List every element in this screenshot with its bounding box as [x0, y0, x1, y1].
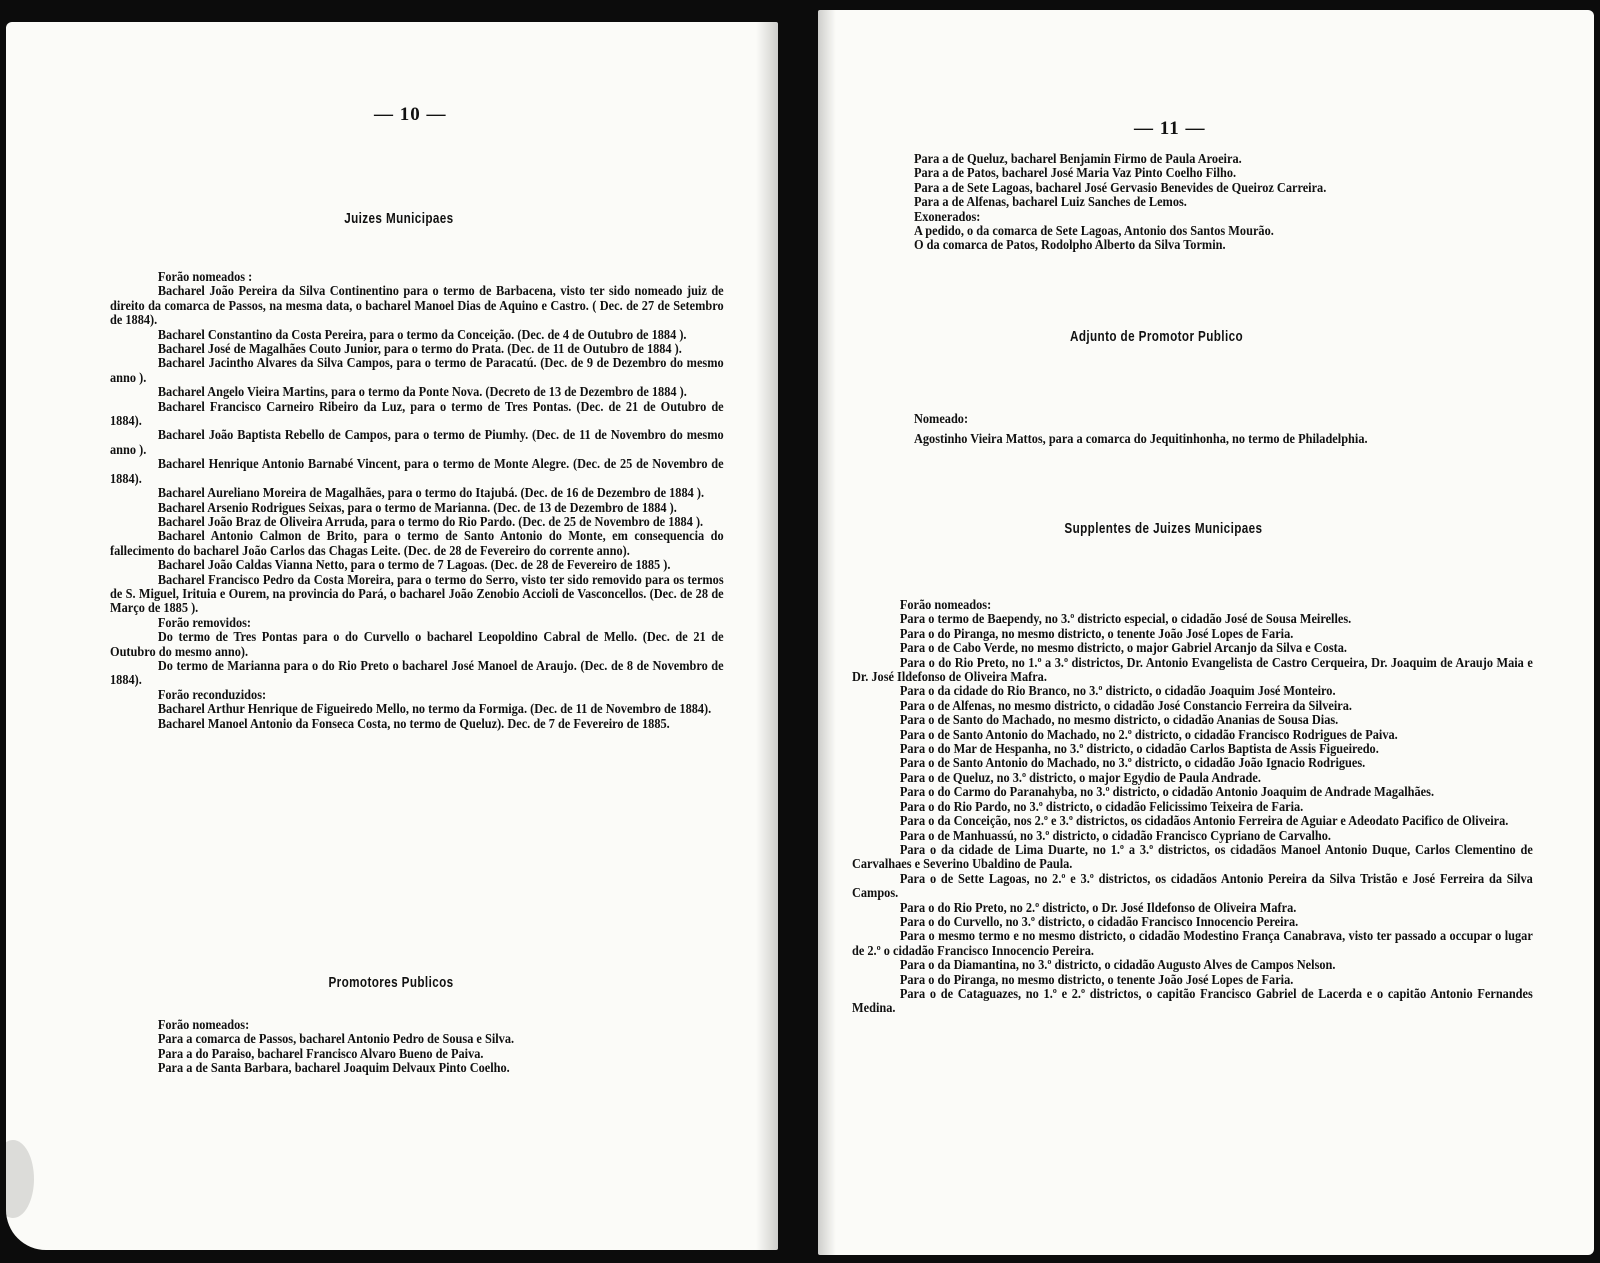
paragraph: Bacharel Constantino da Costa Pereira, para o termo da Conceição. (Dec. de 4 de Outubro de 1884 ). [157, 326, 687, 342]
paragraph: Bacharel Jacintho Alvares da Silva Campos, para o termo de Paracatú. (Dec. de 9 de Dezembro do mesmo anno ). [110, 355, 724, 385]
section-body-promotores [110, 1018, 724, 1076]
paragraph: Para o termo de Baependy, no 3.º districto especial, o cidadão José de Sousa Meirelles. [899, 611, 1352, 627]
paragraph: Para o do Rio Pardo, no 3.º districto, o cidadão Felicissimo Teixeira de Faria. [899, 798, 1304, 814]
paragraph: Bacharel Arthur Henrique de Figueiredo Mello, no termo da Formiga. (Dec. de 11 de Novembro de 1884). [157, 701, 712, 717]
paragraph: Bacharel Henrique Antonio Barnabé Vincent, para o termo de Monte Alegre. (Dec. de 25 de Novembro de 1884). [110, 456, 724, 486]
paragraph: Nomeado: [914, 411, 969, 426]
gutter-shadow [818, 10, 836, 1255]
section-heading-juizes: Juizes Municipaes [344, 210, 454, 227]
paragraph: Bacharel Aureliano Moreira de Magalhães, para o termo do Itajubá. (Dec. de 16 de Dezembro de 1884 ). [157, 485, 705, 501]
paragraph: Para o da Diamantina, no 3.º districto, o cidadão Augusto Alves de Campos Nelson. [899, 957, 1336, 973]
section-body-juizes [110, 270, 724, 731]
paragraph: Bacharel Angelo Vieira Martins, para o termo da Ponte Nova. (Decreto de 13 de Dezembro de 1884 ). [157, 384, 687, 400]
paragraph: Para o do Mar de Hespanha, no 3.º districto, o cidadão Carlos Baptista de Assis Figueiredo. [899, 741, 1379, 757]
section-body-adjunto [914, 412, 1538, 447]
paragraph: Bacharel João Braz de Oliveira Arruda, para o termo do Rio Pardo. (Dec. de 25 de Novembro de 1884 ). [157, 513, 704, 529]
paragraph: A pedido, o da comarca de Sete Lagoas, Antonio dos Santos Mourão. [914, 223, 1274, 239]
paragraph: Para o mesmo termo e no mesmo districto, o cidadão Modestino França Canabrava, visto ter passado a occupar o lugar de 2.º o cidadão Francisco Innocencio Pereira. [852, 928, 1533, 958]
paragraph: Forão nomeados: [157, 1017, 250, 1032]
paragraph: Forão nomeados: [899, 597, 992, 612]
paragraph: Bacharel Arsenio Rodrigues Seixas, para o termo de Marianna. (Dec. de 13 de Dezembro de 1884 ). [157, 499, 677, 515]
paragraph: Forão removidos: [157, 614, 252, 630]
paragraph: Para a de Sete Lagoas, bacharel José Gervasio Benevides de Queiroz Carreira. [914, 179, 1327, 195]
paragraph: Para o do Curvello, no 3.º districto, o cidadão Francisco Innocencio Pereira. [899, 913, 1299, 929]
paragraph: Para o da cidade do Rio Branco, no 3.º districto, o cidadão Joaquim José Monteiro. [899, 683, 1336, 699]
paragraph: Para a de Santa Barbara, bacharel Joaquim Delvaux Pinto Coelho. [157, 1060, 510, 1076]
paragraph: Para o de Sette Lagoas, no 2.º e 3.º districtos, os cidadãos Antonio Pereira da Silva Tristão e José Ferreira da Silva Campos. [852, 870, 1533, 901]
paragraph: Forão reconduzidos: [157, 686, 267, 702]
paragraph: Para o do Rio Preto, no 2.º districto, o Dr. José Ildefonso de Oliveira Mafra. [899, 899, 1297, 915]
paragraph: O da comarca de Patos, Rodolpho Alberto da Silva Tormin. [914, 237, 1226, 253]
paragraph: Para o de Alfenas, no mesmo districto, o cidadão José Constancio Ferreira da Silveira. [899, 697, 1352, 713]
paragraph: Para o de Santo Antonio do Machado, no 2.º districto, o cidadão Francisco Rodrigues de Paiva. [899, 726, 1398, 742]
paragraph: Bacharel João Baptista Rebello de Campos, para o termo de Piumhy. (Dec. de 11 de Novembro do mesmo anno ). [110, 427, 724, 457]
section-body-continuacao [914, 152, 1538, 253]
section-heading-promotores: Promotores Publicos [328, 974, 454, 991]
paragraph: Para o de Santo Antonio do Machado, no 3.º districto, o cidadão João Ignacio Rodrigues. [899, 755, 1366, 771]
page-number: — 10 — [374, 104, 447, 125]
paragraph: Bacharel José de Magalhães Couto Junior, para o termo do Prata. (Dec. de 11 de Outubro de 1884 ). [157, 341, 682, 357]
paragraph: Para o do Piranga, no mesmo districto, o tenente João José Lopes de Faria. [899, 625, 1294, 641]
paragraph: Para o da cidade de Lima Duarte, no 1.º a 3.º districtos, os cidadãos Manoel Antonio Duque, Carlos Clementino de Carvalhaes e Severino Ubaldino de Paula. [852, 841, 1533, 872]
paragraph: Para o de Cataguazes, no 1.º e 2.º districtos, o capitão Francisco Gabriel de Lacerda e o capitão Antonio Fernandes Medina. [852, 985, 1533, 1016]
paragraph: Bacharel João Pereira da Silva Continentino para o termo de Barbacena, visto ter sido nomeado juiz de direito da comarca de Passos, na mesma data, o bacharel Manoel Dias de Aquino e Castro. ( Dec. de 27 de Setembro de 1884). [110, 283, 724, 328]
section-body-supplentes [852, 598, 1533, 1016]
paragraph: Do termo de Tres Pontas para o do Curvello o bacharel Leopoldino Cabral de Mello. (Dec. de 21 de Outubro do mesmo anno). [110, 629, 724, 659]
page-number: — 11 — [1134, 118, 1206, 139]
paragraph: Para a de Queluz, bacharel Benjamin Firmo de Paula Aroeira. [914, 151, 1242, 166]
paragraph: Para o de Manhuassú, no 3.º districto, o cidadão Francisco Cypriano de Carvalho. [899, 827, 1332, 843]
paragraph: Bacharel João Caldas Vianna Netto, para o termo de 7 Lagoas. (Dec. de 28 de Fevereiro de 1885 ). [157, 557, 671, 573]
paragraph: Bacharel Manoel Antonio da Fonseca Costa, no termo de Queluz). Dec. de 7 de Fevereiro de 1885. [157, 715, 670, 731]
paragraph: Para o do Piranga, no mesmo districto, o tenente João José Lopes de Faria. [899, 971, 1294, 987]
paragraph: Agostinho Vieira Mattos, para a comarca do Jequitinhonha, no termo de Philadelphia. [914, 431, 1368, 447]
paragraph: Para a do Paraiso, bacharel Francisco Alvaro Bueno de Paiva. [157, 1045, 484, 1061]
paragraph: Bacharel Antonio Calmon de Brito, para o termo de Santo Antonio do Monte, em consequencia do fallecimento do bacharel João Carlos das Chagas Leite. (Dec. de 28 de Fevereiro do corrente anno). [110, 528, 724, 558]
paragraph: Bacharel Francisco Carneiro Ribeiro da Luz, para o termo de Tres Pontas. (Dec. de 21 de Outubro de 1884). [110, 398, 724, 429]
paragraph: Para a de Patos, bacharel José Maria Vaz Pinto Coelho Filho. [914, 165, 1237, 181]
paragraph: Para a comarca de Passos, bacharel Antonio Pedro de Sousa e Silva. [157, 1031, 515, 1047]
paragraph: Do termo de Marianna para o do Rio Preto o bacharel José Manoel de Araujo. (Dec. de 8 de Novembro de 1884). [110, 657, 724, 688]
paragraph: Para o de Cabo Verde, no mesmo districto, o major Gabriel Arcanjo da Silva e Costa. [899, 640, 1347, 656]
paragraph: Para o da Conceição, nos 2.º e 3.º districtos, os cidadãos Antonio Ferreira de Aguiar e Adeodato Pacifico de Oliveira. [899, 813, 1509, 829]
paragraph: Para a de Alfenas, bacharel Luiz Sanches de Lemos. [914, 194, 1187, 210]
right-page [818, 10, 1594, 1255]
left-page [6, 22, 778, 1250]
section-heading-supplentes: Supplentes de Juizes Municipaes [1064, 520, 1263, 537]
gutter-shadow [756, 22, 778, 1250]
paragraph: Para o de Queluz, no 3.º districto, o major Egydio de Paula Andrade. [899, 769, 1261, 785]
paragraph: Forão nomeados : [157, 269, 253, 284]
section-heading-adjunto: Adjunto de Promotor Publico [1070, 328, 1244, 345]
paragraph: Para o de Santo do Machado, no mesmo districto, o cidadão Ananias de Sousa Dias. [899, 712, 1339, 728]
paragraph: Exonerados: [914, 208, 981, 224]
paragraph: Para o do Rio Preto, no 1.º a 3.º districtos, Dr. Antonio Evangelista de Castro Cerqueira, Dr. Joaquim de Araujo Maia e Dr. José Ildefonso de Oliveira Mafra. [852, 654, 1533, 685]
paragraph: Bacharel Francisco Pedro da Costa Moreira, para o termo do Serro, visto ter sido removido para os termos de S. Miguel, Irituia e Ourem, na provincia do Pará, o bacharel João Zenobio Accioli de Vasconcellos. (Dec. de 28 de Março de 1885 ). [110, 571, 724, 616]
page-stain [6, 1140, 34, 1218]
paragraph: Para o do Carmo do Paranahyba, no 3.º districto, o cidadão Antonio Joaquim de Andrade Magalhães. [899, 784, 1435, 800]
